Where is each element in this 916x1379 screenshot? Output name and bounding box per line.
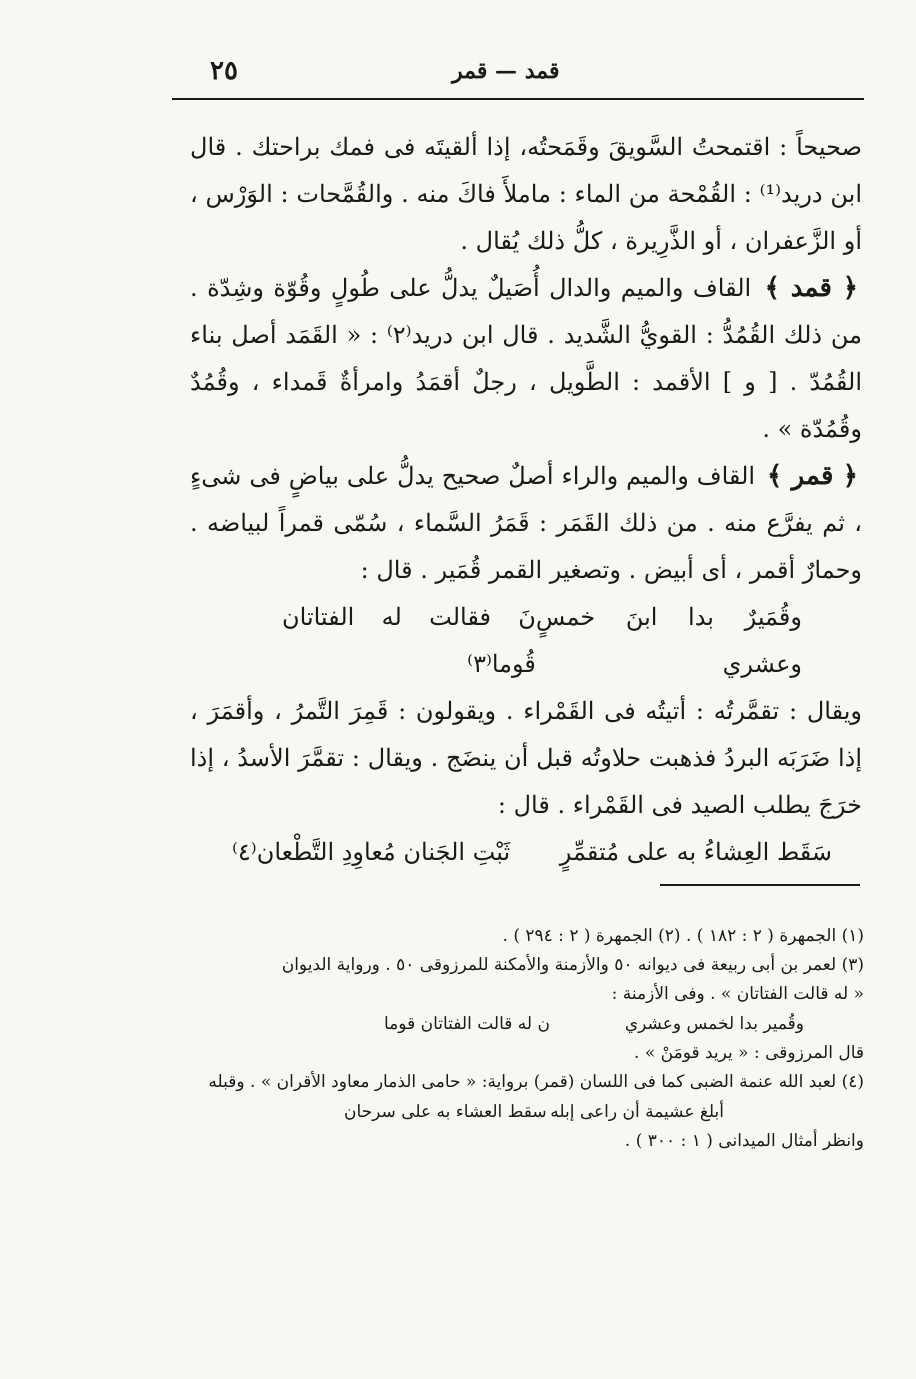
verse-hemistich-second: نَ فقالت له الفتاتان قُوما⁽٣⁾ [282, 603, 536, 678]
paragraph-qmr [190, 453, 862, 594]
verse-hemistich-first: أبلغ عشيمة أن راعى إبله [550, 1102, 724, 1122]
text-line: كلُّ ذلك يُقال . [460, 227, 603, 255]
text-line: صحيحاً : اقتمحتُ السَّويقَ وقَمَحتُه، إذا ألقيتَه فى فمك براحتك . قال ابن دريد⁽¹⁾ : [190, 133, 862, 208]
verse-hemistich-first: وقُمير بدا لخمس وعشري [624, 1014, 804, 1034]
verse-hemistich-second: سقط العشاء به على سرحان [344, 1102, 547, 1122]
paragraph-qmh [190, 124, 862, 265]
verse-hemistich-first: وقُمَيرٌ بدا ابنَ خمسٍ وعشري [535, 603, 802, 678]
paragraph-text: ويقال : تقمَّرتُه : أتيتُه فى القَمْراء . ويقولون : قَمِرَ التَّمرُ ، وأقمَرَ ، إذا ضَرَبَه البردُ فذهبت حلاوتُه قبل أن ينضَج . ويقال : تقمَّرَ الأسدُ ، إذا خرَجَ يطلب الصيد فى القَمْراء . قال : [190, 697, 862, 819]
paragraph-taqammur [190, 688, 862, 829]
verse-line [282, 594, 802, 688]
page-header [172, 52, 864, 92]
footnote-rule [660, 884, 860, 886]
page-number: ٢٥ [210, 56, 238, 86]
footnote-3-line: قال المرزوقى : « يريد قومَنْ » . [634, 1043, 864, 1063]
footnotes [196, 922, 864, 1156]
header-rule [172, 98, 864, 100]
entry-text-qmr: القاف والميم والراء أصلٌ صحيح يدلُّ على بياضٍ فى شىءٍ ، ثم يفرَّع منه . من ذلك القَمَر : قَمَرُ السَّماء ، سُمّى قمراً لبياضه . وحمارٌ أقمر ، أى أبيض . وتصغير القمر قُمَير . قال : [190, 462, 862, 584]
verse-line [232, 829, 832, 876]
entry-heading-qmr: ﴿ قمر ﴾ [767, 461, 858, 491]
paragraph-qmd [190, 265, 862, 453]
verse-hemistich-second: ثَبْتِ الجَنان مُعاوِدِ التَّطْعان⁽٤⁾ [232, 838, 511, 866]
main-text [190, 124, 862, 876]
entry-heading-qmd: ﴿ قمد ﴾ [764, 273, 858, 303]
running-title: قمد — قمر [452, 58, 560, 84]
entry-text-qmd: القاف والميم والدال أُصَيلٌ يدلُّ على طُولٍ وقُوّة وشِدّة . من ذلك القُمُدُّ : القويُّ الشَّديد . قال ابن دريد⁽٢⁾ : « القَمَد أصل بناء القُمُدّ . [ و ] الأقمد : الطَّويل ، رجلٌ أقمَدُ وامرأةٌ قَمداء ، وقُمُدٌ وقُمُدّة » . [190, 274, 862, 443]
footnote-4-line: وانظر أمثال الميدانى ( ١ : ٣٠٠ ) . [624, 1131, 864, 1151]
verse-hemistich-first: سَقَط العِشاءُ به على مُتقمِّرٍ [559, 838, 832, 866]
footnote-verse [344, 1097, 724, 1127]
footnote-1-2: (١) الجمهرة ( ٢ : ١٨٢ ) . (٢) الجمهرة ( ٢ : ٢٩٤ ) . [502, 926, 864, 946]
text-line: القُمْحة من الماء : ماملأَ فاكَ منه . والقُمَّحات : الوَرْس ، أو الزَّعفران ، أو الذَّرِيرة ، [190, 180, 862, 255]
footnote-3-line: « له قالت الفتاتان » . وفى الأزمنة : [611, 984, 864, 1004]
footnote-3-line: (٣) لعمر بن أبى ربيعة فى ديوانه ٥٠ والأزمنة والأمكنة للمرزوقى ٥٠ . ورواية الديوان [281, 955, 864, 975]
footnote-verse [384, 1009, 804, 1039]
footnote-4-line: (٤) لعبد الله عنمة الضبى كما فى اللسان (قمر) برواية: « حامى الذمار معاود الأقران » . وقبله [208, 1072, 864, 1092]
verse-hemistich-second: ن له قالت الفتاتان قوما [384, 1014, 550, 1034]
